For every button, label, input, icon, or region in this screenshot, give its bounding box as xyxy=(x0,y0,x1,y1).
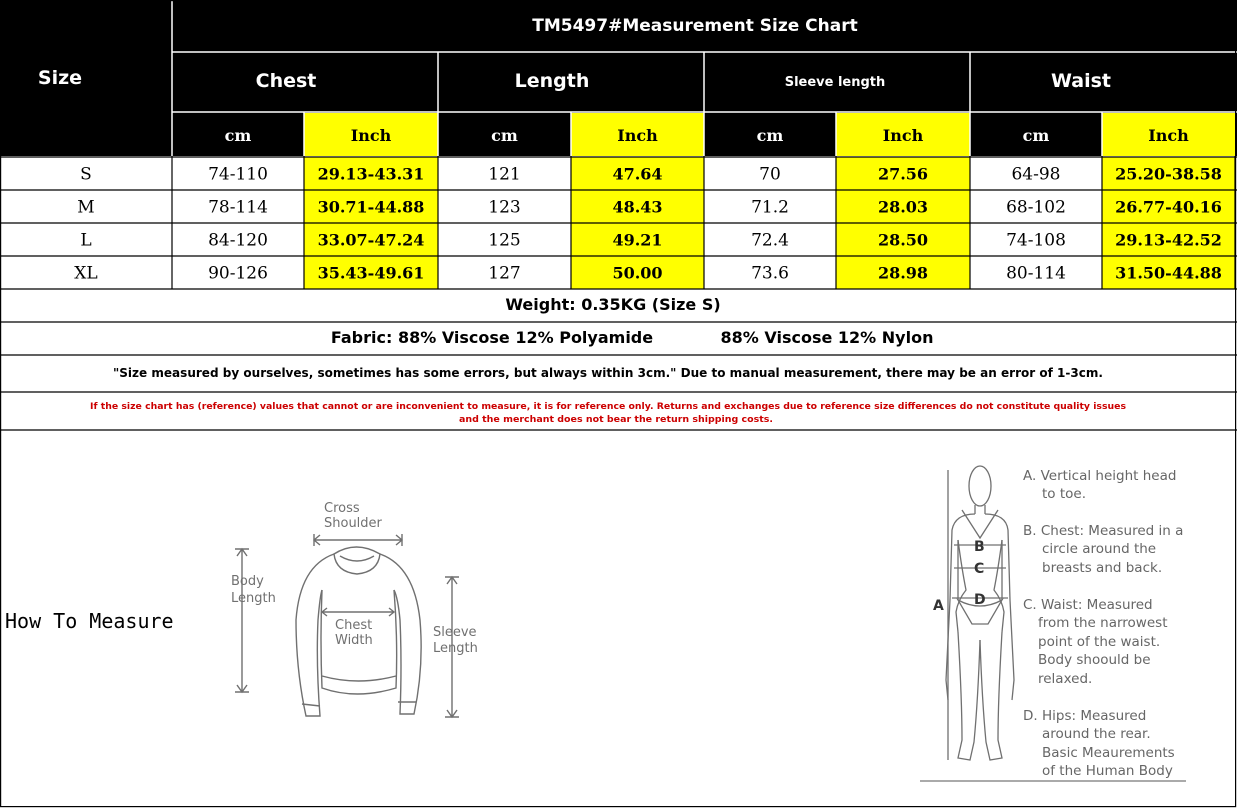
body-length-label-2: Length xyxy=(231,591,276,606)
inch-value-cell: 26.77-40.16 xyxy=(1115,197,1222,217)
cm-value-cell: 74-108 xyxy=(1006,230,1066,251)
unit-inch-chest: Inch xyxy=(350,126,392,145)
body-note-line: of the Human Body xyxy=(1042,763,1173,779)
sleeve-length-label-1: Sleeve xyxy=(433,625,477,640)
body-note-line: around the rear. xyxy=(1042,726,1151,742)
size-cell: XL xyxy=(74,263,98,284)
fabric-alt-text: 88% Viscose 12% Nylon xyxy=(720,328,934,347)
cm-value-cell: 121 xyxy=(488,164,521,185)
body-note-line: Body shoould be xyxy=(1038,652,1151,668)
unit-inch-length: Inch xyxy=(617,126,658,145)
inch-value-cell: 30.71-44.88 xyxy=(317,197,425,217)
chest-width-label-1: Chest xyxy=(335,618,373,633)
body-note-line: from the narrowest xyxy=(1038,615,1168,631)
unit-cm-length: cm xyxy=(491,126,518,145)
cm-value-cell: 123 xyxy=(488,197,521,218)
cm-value-cell: 78-114 xyxy=(208,197,268,218)
body-note-line: C. Waist: Measured xyxy=(1023,597,1153,613)
body-letter-c: C xyxy=(974,561,985,577)
cm-value-cell: 71.2 xyxy=(751,197,789,218)
inch-value-cell: 28.03 xyxy=(877,197,929,217)
size-cell: M xyxy=(77,197,95,218)
unit-cm-chest: cm xyxy=(224,126,252,145)
body-note-line: circle around the xyxy=(1042,541,1157,557)
body-length-label-1: Body xyxy=(231,574,264,589)
body-note-line: point of the waist. xyxy=(1038,634,1161,650)
body-letter-a: A xyxy=(933,598,944,614)
weight-text: Weight: 0.35KG (Size S) xyxy=(505,295,721,314)
cm-value-cell: 80-114 xyxy=(1006,263,1066,284)
inch-value-cell: 49.21 xyxy=(612,230,663,250)
inch-value-cell: 47.64 xyxy=(612,164,663,184)
inch-value-cell: 33.07-47.24 xyxy=(317,230,425,250)
cross-shoulder-label-1: Cross xyxy=(324,501,360,516)
inch-value-cell: 28.50 xyxy=(877,230,929,250)
body-note-line: A. Vertical height head xyxy=(1023,468,1177,484)
disclaimer-line-2: and the merchant does not bear the return shipping costs. xyxy=(459,415,773,425)
inch-value-cell: 28.98 xyxy=(877,263,929,283)
how-to-measure-label: How To Measure xyxy=(5,609,174,633)
cross-shoulder-label-2: Shoulder xyxy=(324,516,382,531)
cm-value-cell: 125 xyxy=(488,230,521,251)
inch-value-cell: 25.20-38.58 xyxy=(1115,164,1222,184)
cm-value-cell: 84-120 xyxy=(208,230,268,251)
cm-value-cell: 68-102 xyxy=(1006,197,1066,218)
group-header-length: Length xyxy=(514,70,590,92)
unit-inch-waist: Inch xyxy=(1148,126,1189,145)
inch-value-cell: 29.13-43.31 xyxy=(317,164,425,184)
cm-value-cell: 64-98 xyxy=(1011,164,1061,185)
size-column-header: Size xyxy=(37,67,83,89)
cm-value-cell: 72.4 xyxy=(751,230,789,251)
chart-title: TM5497#Measurement Size Chart xyxy=(532,16,858,36)
cm-value-cell: 74-110 xyxy=(208,164,268,185)
unit-inch-sleeve-length: Inch xyxy=(882,126,924,145)
body-note-line: relaxed. xyxy=(1038,671,1093,687)
inch-value-cell: 48.43 xyxy=(612,197,663,217)
cm-value-cell: 73.6 xyxy=(751,263,789,284)
body-letter-b: B xyxy=(974,539,985,555)
size-cell: S xyxy=(80,164,92,185)
fabric-text: Fabric: 88% Viscose 12% Polyamide xyxy=(330,328,654,347)
group-header-waist: Waist xyxy=(1050,70,1112,92)
group-header-sleeve-length: Sleeve length xyxy=(784,75,886,90)
body-note-line: Basic Meaurements xyxy=(1042,745,1175,761)
cm-value-cell: 127 xyxy=(488,263,521,284)
unit-cm-waist: cm xyxy=(1022,126,1050,145)
inch-value-cell: 35.43-49.61 xyxy=(317,263,425,283)
body-sketch xyxy=(946,466,1014,760)
size-cell: L xyxy=(80,230,92,251)
sleeve-length-label-2: Length xyxy=(433,641,478,656)
cm-value-cell: 70 xyxy=(759,164,781,185)
inch-value-cell: 29.13-42.52 xyxy=(1115,230,1222,250)
disclaimer-line-1: If the size chart has (reference) values that cannot or are inconvenient to measure, it is for reference only. Returns and exchanges due to reference size differences do not constitute quality issues xyxy=(90,402,1126,412)
cm-value-cell: 90-126 xyxy=(208,263,268,284)
unit-cm-sleeve-length: cm xyxy=(756,126,784,145)
measurement-note: "Size measured by ourselves, sometimes has some errors, but always within 3cm." Due to manual measurement, there may be an error of 1-3cm. xyxy=(113,365,1103,380)
inch-value-cell: 31.50-44.88 xyxy=(1115,263,1222,283)
body-note-line: breasts and back. xyxy=(1042,560,1163,576)
inch-value-cell: 50.00 xyxy=(612,263,663,283)
body-note-line: D. Hips: Measured xyxy=(1023,708,1147,724)
body-letter-d: D xyxy=(974,592,986,608)
group-header-chest: Chest xyxy=(255,70,317,92)
body-note-line: to toe. xyxy=(1042,486,1086,502)
inch-value-cell: 27.56 xyxy=(877,164,929,184)
chest-width-label-2: Width xyxy=(335,633,373,648)
body-note-line: B. Chest: Measured in a xyxy=(1023,523,1184,539)
